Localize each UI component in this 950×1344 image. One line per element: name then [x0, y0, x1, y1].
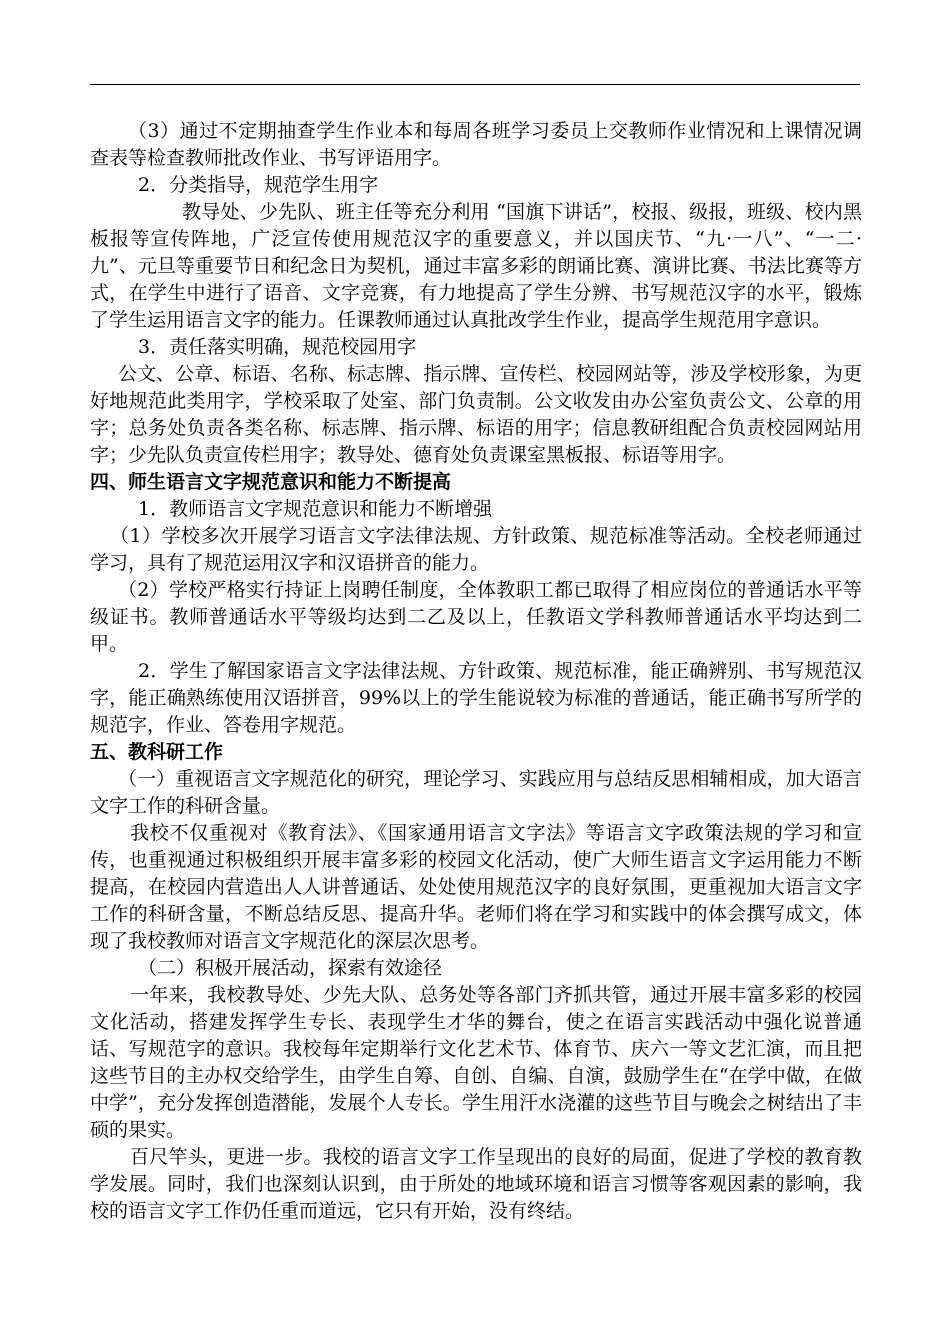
header-rule [90, 84, 860, 85]
paragraph-student-awareness: 2．学生了解国家语言文字法律法规、方针政策、规范标准，能正确辨别、书写规范汉字，能正确熟练使用汉语拼音，99%以上的学生能说较为标准的普通话，能正确书写所学的规范字，作业、答卷用字规范。 [90, 660, 862, 736]
paragraph-activities: 一年来，我校教导处、少先大队、总务处等各部门齐抓共管，通过开展丰富多彩的校园文化活动，搭建发挥学生专长、表现学生才华的舞台，使之在语言实践活动中强化说普通话、写规范字的意识。我校每年定期举行文化艺术节、体育节、庆六一等文艺汇演，而且把这些节目的主办权交给学生，由学生自筹、自创、自编、自演，鼓励学生在“在学中做，在做中学”，充分发挥创造潜能，发展个人专长。学生用汗水浇灌的这些节目与晚会之树结出了丰硕的果实。 [90, 984, 862, 1141]
paragraph-inspection-homework: （3）通过不定期抽查学生作业本和每周各班学习委员上交教师作业情况和上课情况调查表等检查教师批改作业、书写评语用字。 [90, 120, 862, 169]
paragraph-conclusion: 百尺竿头，更进一步。我校的语言文字工作呈现出的良好的局面，促进了学校的教育教学发展。同时，我们也深刻认识到，由于所处的地域环境和语言习惯等客观因素的影响，我校的语言文字工作仍任重而道远，它只有开始，没有终结。 [90, 1146, 862, 1222]
subheading-campus-usage: 3．责任落实明确，规范校园用字 [138, 336, 417, 358]
subheading-teacher-awareness: 1．教师语言文字规范意识和能力不断增强 [138, 498, 493, 520]
paragraph-teacher-study: （1）学校多次开展学习语言文字法律法规、方针政策、规范标准等活动。全校老师通过学习，具有了规范运用汉字和汉语拼音的能力。 [90, 525, 862, 574]
paragraph-research-practice: 我校不仅重视对《教育法》、《国家通用语言文字法》等语言文字政策法规的学习和宣传，也重视通过积极组织开展丰富多彩的校园文化活动，使广大师生语言文字运用能力不断提高，在校园内营造出人人讲普通话、处处使用规范汉字的良好氛围，更重视加大语言文字工作的科研含量，不断总结反思、提高升华。老师们将在学习和实践中的体会撰写成文，体现了我校教师对语言文字规范化的深层次思考。 [90, 822, 862, 952]
subheading-student-guidance: 2．分类指导，规范学生用字 [138, 174, 379, 196]
document-body [90, 118, 862, 1225]
subheading-activities: （二）积极开展活动，探索有效途径 [138, 957, 443, 979]
section-heading-five: 五、教科研工作 [90, 741, 224, 763]
paragraph-research-importance: （一）重视语言文字规范化的研究，理论学习、实践应用与总结反思相辅相成，加大语言文字工作的科研含量。 [90, 768, 862, 817]
paragraph-teacher-certificate: （2）学校严格实行持证上岗聘任制度，全体教职工都已取得了相应岗位的普通话水平等级证书。教师普通话水平等级均达到二乙及以上，任教语文学科教师普通话水平均达到二甲。 [90, 579, 862, 655]
paragraph-campus-usage: 公文、公章、标语、名称、标志牌、指示牌、宣传栏、校园网站等，涉及学校形象，为更好地规范此类用字，学校采取了处室、部门负责制。公文收发由办公室负责公文、公章的用字；总务处负责各类名称、标志牌、指示牌、标语的用字；信息教研组配合负责校园网站用字；少先队负责宣传栏用字；教导处、德育处负责课室黑板报、标语等用字。 [90, 363, 862, 466]
section-heading-four: 四、师生语言文字规范意识和能力不断提高 [90, 471, 452, 493]
paragraph-student-guidance: 教导处、少先队、班主任等充分利用 “国旗下讲话”，校报、级报，班级、校内黑板报等宣传阵地，广泛宣传使用规范汉字的重要意义，并以国庆节、“九·一八”、“一二·九”、元旦等重要节日和纪念日为契机，通过丰富多彩的朗诵比赛、演讲比赛、书法比赛等方式，在学生中进行了语音、文字竞赛，有力地提高了学生分辨、书写规范汉字的水平，锻炼了学生运用语言文字的能力。任课教师通过认真批改学生作业，提高学生规范用字意识。 [90, 201, 862, 331]
